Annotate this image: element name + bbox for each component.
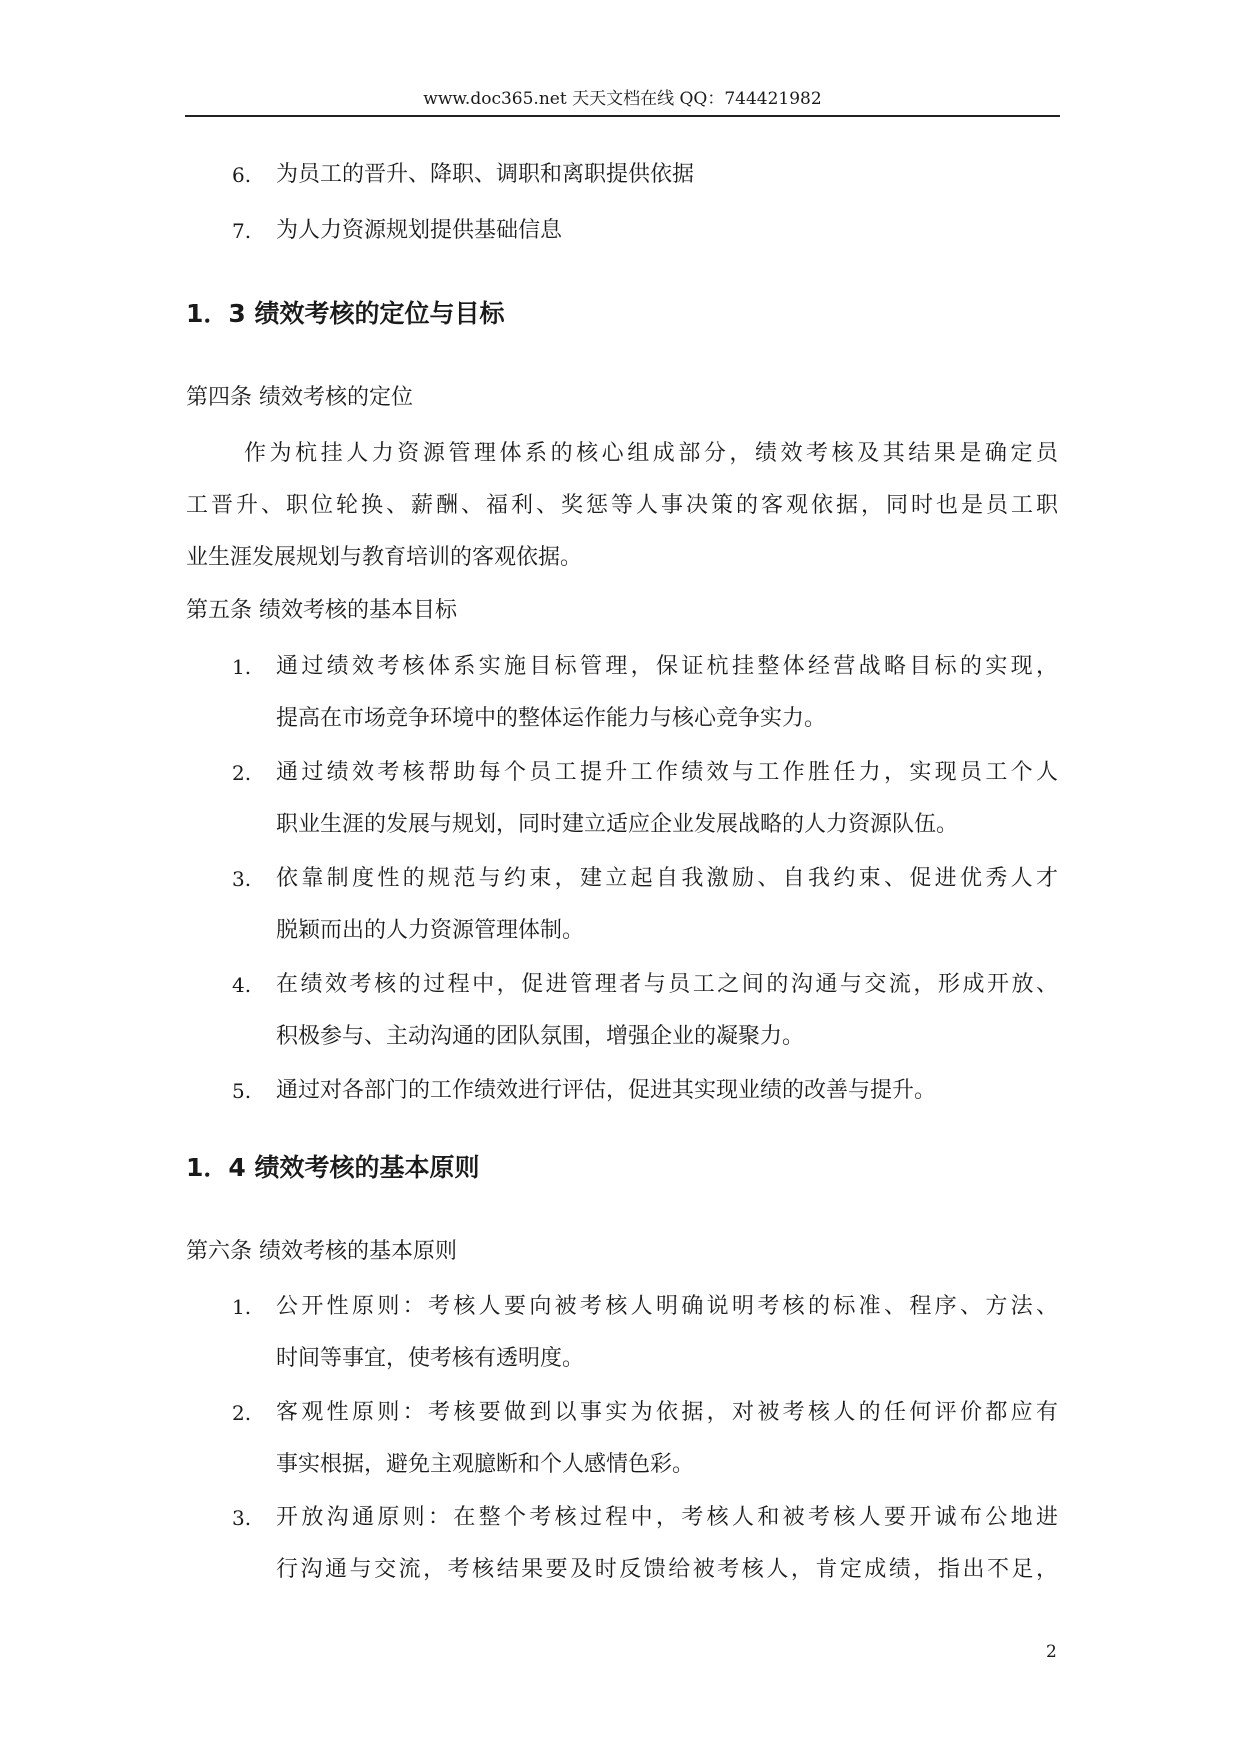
list-item-text: 积极参与、主动沟通的团队氛围，增强企业的凝聚力。 — [276, 1024, 805, 1049]
list-item-text: 通过绩效考核体系实施目标管理，保证杭挂整体经营战略目标的实现， — [276, 654, 1058, 679]
list-item-text: 为员工的晋升、降职、调职和离职提供依据 — [276, 162, 695, 187]
list-item-text: 事实根据，避免主观臆断和个人感情色彩。 — [276, 1452, 695, 1477]
list-number: 2. — [232, 761, 252, 785]
list-item-text: 行沟通与交流，考核结果要及时反馈给被考核人，肯定成绩，指出不足， — [276, 1557, 1058, 1582]
list-item-text: 客观性原则：考核要做到以事实为依据，对被考核人的任何评价都应有 — [276, 1400, 1058, 1425]
paragraph-line: 工晋升、职位轮换、薪酬、福利、奖惩等人事决策的客观依据，同时也是员工职 — [186, 493, 1058, 518]
section-heading-1-3: 1．3 绩效考核的定位与目标 — [186, 299, 505, 328]
list-item-text: 职业生涯的发展与规划，同时建立适应企业发展战略的人力资源队伍。 — [276, 812, 959, 837]
list-number: 1. — [232, 1295, 252, 1319]
list-item-text: 公开性原则：考核人要向被考核人明确说明考核的标准、程序、方法、 — [276, 1294, 1058, 1319]
header-rule — [185, 115, 1060, 117]
article-title: 第六条 绩效考核的基本原则 — [186, 1239, 457, 1264]
list-number: 5. — [232, 1079, 252, 1103]
list-number: 6. — [232, 163, 252, 187]
list-number: 3. — [232, 1506, 252, 1530]
list-number: 2. — [232, 1401, 252, 1425]
article-title: 第五条 绩效考核的基本目标 — [186, 598, 457, 623]
article-title: 第四条 绩效考核的定位 — [186, 385, 413, 410]
section-heading-1-4: 1．4 绩效考核的基本原则 — [186, 1153, 480, 1182]
list-item-text: 通过对各部门的工作绩效进行评估，促进其实现业绩的改善与提升。 — [276, 1078, 937, 1103]
list-item-text: 为人力资源规划提供基础信息 — [276, 218, 563, 243]
list-item-text: 时间等事宜，使考核有透明度。 — [276, 1346, 585, 1371]
paragraph-line: 业生涯发展规划与教育培训的客观依据。 — [186, 545, 583, 570]
paragraph-line: 作为杭挂人力资源管理体系的核心组成部分，绩效考核及其结果是确定员 — [244, 441, 1058, 466]
list-item-text: 依靠制度性的规范与约束，建立起自我激励、自我约束、促进优秀人才 — [276, 866, 1058, 891]
list-number: 7. — [232, 219, 252, 243]
page-number: 2 — [1046, 1642, 1057, 1662]
list-item-text: 通过绩效考核帮助每个员工提升工作绩效与工作胜任力，实现员工个人 — [276, 760, 1058, 785]
list-number: 1. — [232, 655, 252, 679]
list-item-text: 提高在市场竞争环境中的整体运作能力与核心竞争实力。 — [276, 706, 827, 731]
header-text: www.doc365.net 天天文档在线 QQ：744421982 — [423, 89, 822, 109]
list-number: 4. — [232, 973, 252, 997]
list-item-text: 脱颖而出的人力资源管理体制。 — [276, 918, 585, 943]
list-item-text: 在绩效考核的过程中，促进管理者与员工之间的沟通与交流，形成开放、 — [276, 972, 1058, 997]
list-number: 3. — [232, 867, 252, 891]
list-item-text: 开放沟通原则：在整个考核过程中，考核人和被考核人要开诚布公地进 — [276, 1505, 1058, 1530]
